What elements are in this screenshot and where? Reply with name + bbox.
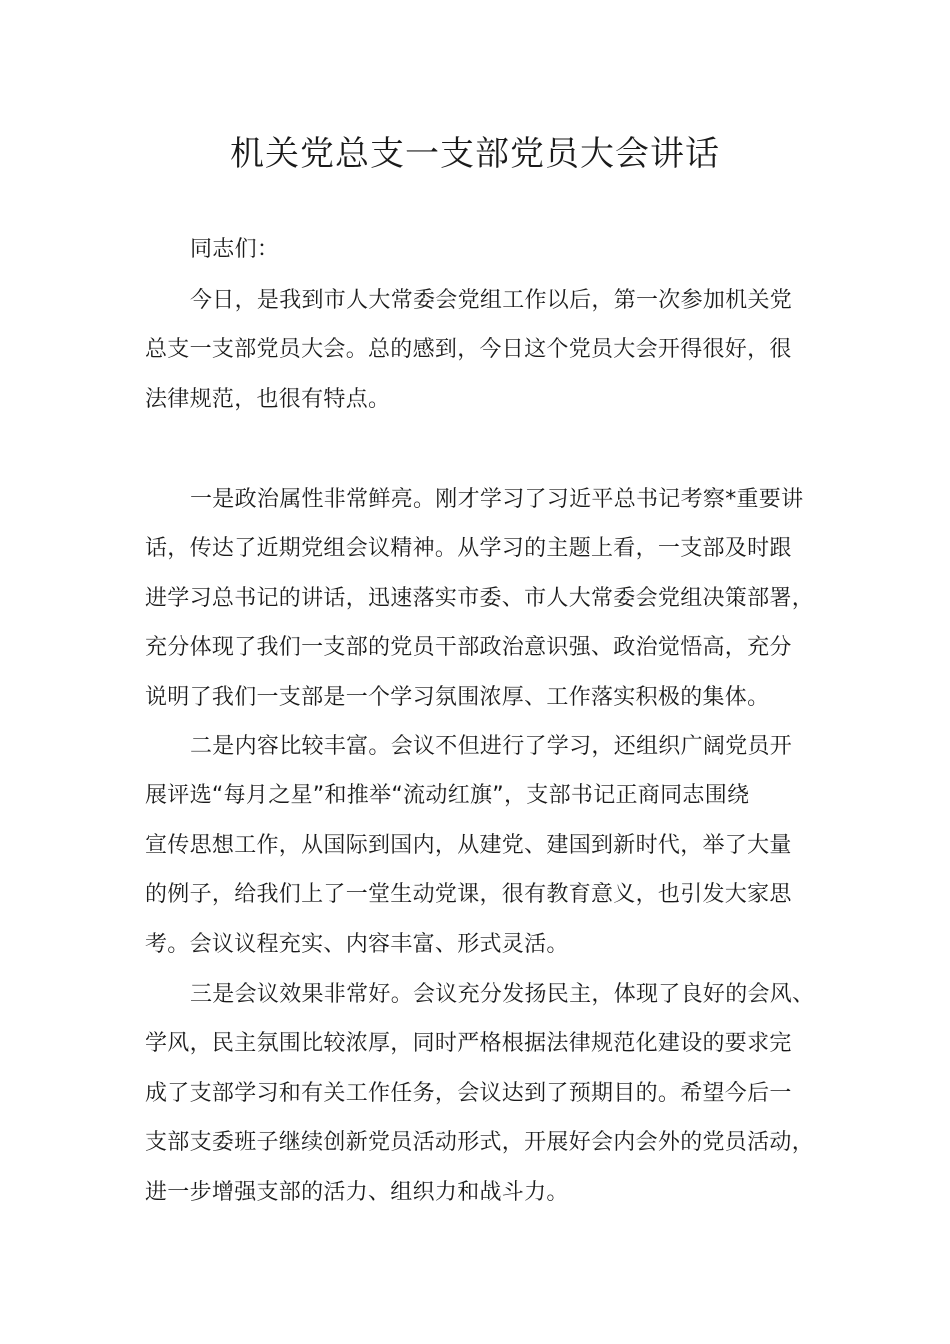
paragraph-opening: [145, 276, 835, 424]
paragraph-line: 宣传思想工作，从国际到国内，从建党、建国到新时代，举了大量: [145, 832, 792, 858]
paragraph-line: 话，传达了近期党组会议精神。从学习的主题上看，一支部及时跟: [145, 536, 792, 562]
paragraph-line: 充分体现了我们一支部的党员干部政治意识强、政治觉悟高，充分: [145, 635, 792, 661]
paragraph-line: 二是内容比较丰富。会议不但进行了学习，还组织广阔党员开: [190, 734, 793, 759]
paragraph-point-two: [145, 722, 835, 969]
paragraph-line: 成了支部学习和有关工作任务，会议达到了预期目的。希望今后一: [145, 1080, 792, 1106]
paragraph-point-three: [145, 970, 835, 1217]
paragraph-line: 法律规范，也很有特点。: [145, 386, 391, 412]
paragraph-line: 一是政治属性非常鲜亮。刚才学习了习近平总书记考察*重要讲: [190, 487, 804, 512]
paragraph-line: 展评选“每月之星”和推举“流动红旗”，支部书记正商同志围绕: [145, 783, 750, 809]
paragraph-line: 说明了我们一支部是一个学习氛围浓厚、工作落实积极的集体。: [145, 684, 770, 710]
salutation: 同志们：: [190, 237, 280, 262]
paragraph-point-one: [145, 475, 835, 722]
paragraph-line: 三是会议效果非常好。会议充分发扬民主，体现了良好的会风、: [190, 982, 815, 1007]
paragraph-line: 进学习总书记的讲话，迅速落实市委、市人大常委会党组决策部署，: [145, 585, 815, 611]
document-title: 机关党总支一支部党员大会讲话: [230, 134, 720, 174]
paragraph-line: 支部支委班子继续创新党员活动形式，开展好会内会外的党员活动，: [145, 1130, 815, 1156]
paragraph-line: 今日，是我到市人大常委会党组工作以后，第一次参加机关党: [190, 288, 793, 313]
paragraph-line: 学风，民主氛围比较浓厚，同时严格根据法律规范化建设的要求完: [145, 1031, 792, 1057]
paragraph-line: 进一步增强支部的活力、组织力和战斗力。: [145, 1179, 569, 1205]
paragraph-line: 总支一支部党员大会。总的感到，今日这个党员大会开得很好，很: [145, 337, 792, 363]
paragraph-line: 考。会议议程充实、内容丰富、形式灵活。: [145, 931, 569, 957]
paragraph-line: 的例子，给我们上了一堂生动党课，很有教育意义，也引发大家思: [145, 882, 792, 908]
